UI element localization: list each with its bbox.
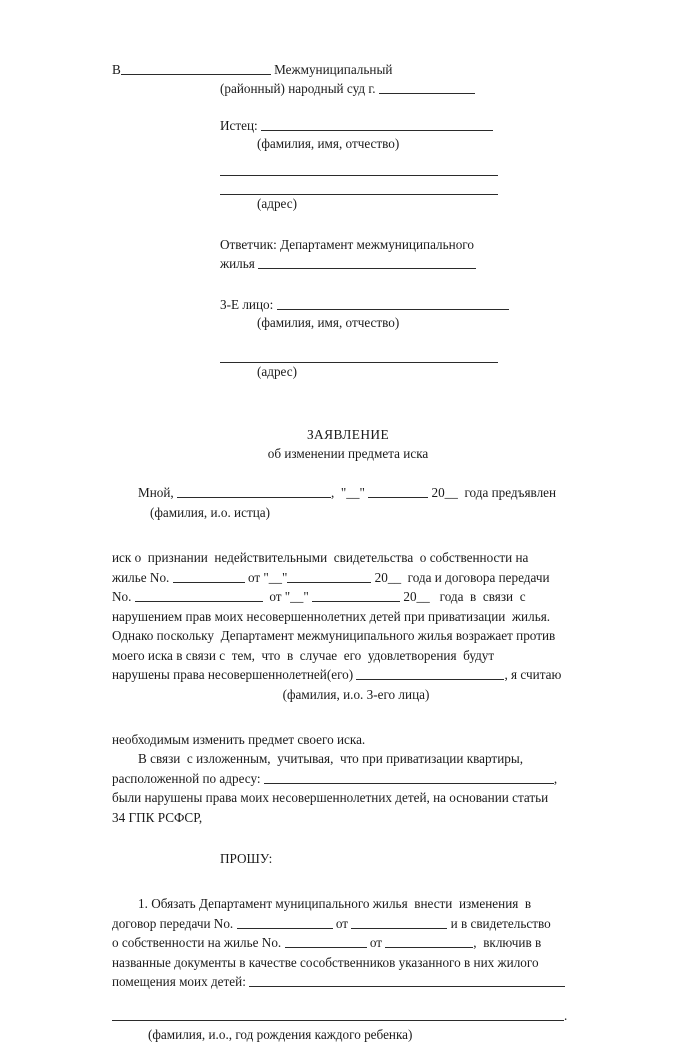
apartment-address-label: расположенной по адресу: — [112, 770, 261, 786]
third-party-line — [112, 295, 570, 314]
children-blank-row-2 — [112, 1006, 570, 1026]
request-item1-line4: названные документы в качестве сособственников указанного в них жилого — [112, 954, 539, 970]
ownership-cert-no-blank[interactable] — [285, 936, 367, 948]
statement-intro-prefix: Мной, — [138, 485, 174, 500]
statement-month-blank[interactable] — [368, 486, 428, 498]
court-type-label: (районный) народный суд г. — [220, 81, 376, 96]
document-title: ЗАЯВЛЕНИЕ — [306, 427, 390, 442]
plaintiff-label: Истец: — [220, 118, 258, 133]
transfer-agreement-no-blank[interactable] — [237, 916, 333, 928]
plaintiff-address-caption: (адрес) — [257, 196, 297, 211]
transfer-contract-no-label: No. — [112, 589, 132, 604]
statement-intro-caption: (фамилия, и.о. истца) — [150, 504, 271, 520]
apartment-address-comma: , — [553, 770, 558, 786]
minor-name-blank[interactable] — [356, 668, 504, 680]
children-blank-1[interactable] — [249, 975, 565, 987]
transfer-contract-month-blank[interactable] — [312, 590, 400, 602]
body-p1-line2 — [112, 568, 570, 588]
document-subtitle: об изменении предмета иска — [267, 446, 429, 461]
defendant-detail-blank[interactable] — [258, 257, 476, 269]
minor-rights-suffix: , я считаю — [504, 667, 562, 682]
third-party-caption: (фамилия, имя, отчество) — [257, 315, 400, 330]
third-party-name-caption: (фамилия, и.о. 3-его лица) — [282, 686, 430, 702]
housing-cert-month-blank[interactable] — [287, 570, 371, 582]
children-caption: (фамилия, и.о., год рождения каждого ребенка) — [148, 1027, 413, 1042]
statement-intro-line — [112, 483, 570, 503]
housing-cert-no-label: жилье No. — [112, 569, 170, 585]
court-name-blank[interactable] — [121, 63, 271, 75]
third-party-address-caption: (адрес) — [257, 364, 297, 379]
document-body — [112, 60, 570, 1044]
third-party-name-blank[interactable] — [277, 298, 509, 310]
request-item1-line5 — [112, 972, 570, 992]
body-p2-line1: необходимым изменить предмет своего иска. — [112, 731, 366, 747]
statement-year-label: 20__ года предъявлен — [431, 485, 557, 500]
request-item1-line3 — [112, 933, 570, 953]
body-p1-line1: иск о признании недействительными свидетельства о собственности на — [112, 550, 529, 565]
defendant-line-1: Ответчик: Департамент межмуниципального — [220, 237, 474, 252]
body-p2-line3 — [112, 769, 570, 789]
statement-plaintiff-blank[interactable] — [177, 486, 331, 498]
body-p1-line3 — [112, 587, 570, 607]
body-p1-line7 — [112, 665, 570, 685]
plaintiff-caption: (фамилия, имя, отчество) — [257, 136, 400, 151]
defendant-line-2 — [112, 254, 570, 273]
transfer-contract-year-label: 20__ года в связи с — [403, 589, 526, 604]
court-city-blank[interactable] — [379, 82, 475, 94]
housing-cert-no-blank[interactable] — [173, 570, 245, 582]
ownership-cert-no-label: о собственности на жилье No. — [112, 935, 282, 950]
ownership-cert-suffix: , включив в — [473, 935, 542, 950]
apartment-address-blank[interactable] — [264, 771, 554, 783]
body-p1-line4: нарушением прав моих несовершеннолетних детей при приватизации жилья. — [112, 608, 551, 624]
transfer-contract-no-blank[interactable] — [135, 590, 263, 602]
body-p2-line4: были нарушены права моих несовершеннолетних детей, на основании статьи — [112, 790, 549, 805]
minor-rights-label: нарушены права несовершеннолетней(его) — [112, 667, 354, 682]
defendant-label-cont: жилья — [220, 256, 255, 271]
transfer-agreement-suffix: и в свидетельство — [450, 915, 551, 931]
body-p1-line6: моего иска в связи с тем, что в случае его удовлетворения будут — [112, 647, 495, 663]
body-p1-line5: Однако поскольку Департамент межмуниципального жилья возражает против — [112, 628, 556, 643]
statement-quote-open: , "__" — [331, 485, 365, 500]
court-line-1 — [112, 60, 570, 79]
court-line-2 — [112, 79, 570, 98]
plaintiff-line — [112, 116, 570, 135]
housing-cert-year-label: 20__ года и договора передачи — [374, 569, 550, 585]
addressee-block — [112, 60, 570, 381]
transfer-agreement-date-label: от — [335, 915, 348, 931]
request-item1-line2 — [112, 914, 570, 934]
ownership-cert-date-blank[interactable] — [385, 936, 473, 948]
court-prefix-label: В — [112, 62, 121, 77]
transfer-agreement-no-label: договор передачи No. — [112, 915, 234, 931]
housing-cert-date-label: от "__" — [247, 569, 288, 585]
plaintiff-name-blank[interactable] — [261, 119, 493, 131]
request-item1-line1: 1. Обязать Департамент муниципального жилья внести изменения в — [138, 896, 532, 911]
third-party-label: 3-Е лицо: — [220, 297, 274, 312]
request-heading: ПРОШУ: — [220, 851, 273, 866]
children-blank-2[interactable] — [112, 1008, 564, 1020]
transfer-agreement-date-blank[interactable] — [351, 916, 447, 928]
children-end-period: . — [564, 1007, 568, 1023]
children-label: помещения моих детей: — [112, 974, 246, 989]
transfer-contract-date-label: от "__" — [269, 589, 309, 604]
body-p2-line5: 34 ГПК РСФСР, — [112, 809, 203, 825]
body-p2-line2: В связи с изложенным, учитывая, что при приватизации квартиры, — [138, 751, 524, 766]
ownership-cert-date-label: от — [369, 935, 382, 950]
court-suffix-label: Межмуниципальный — [274, 62, 393, 77]
